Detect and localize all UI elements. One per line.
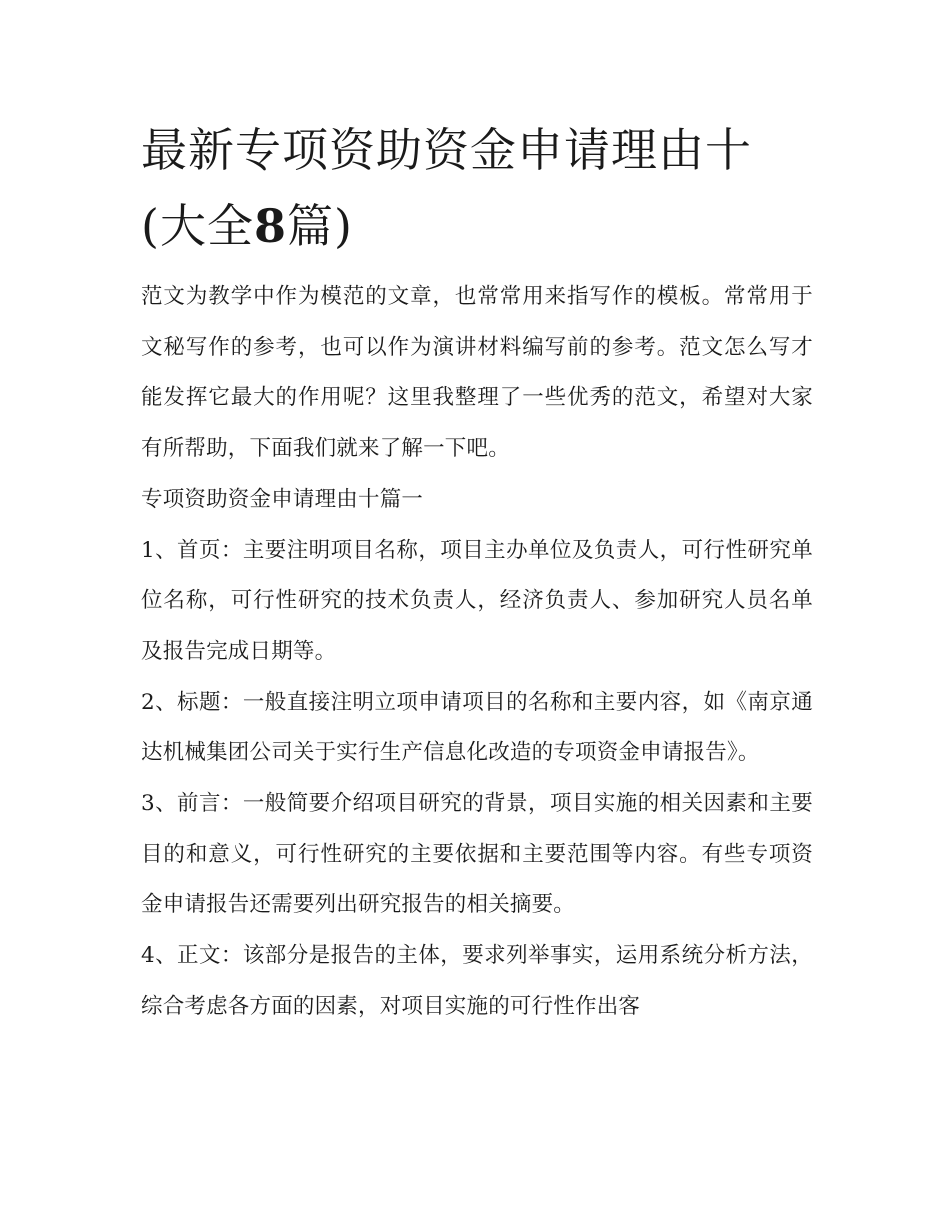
intro-paragraph: 范文为教学中作为模范的文章，也常常用来指写作的模板。常常用于文秘写作的参考，也可以作为演讲材料编写前的参考。范文怎么写才能发挥它最大的作用呢？这里我整理了一些优秀的范文，希望对大家有所帮助，下面我们就来了解一下吧。 xyxy=(141,284,813,462)
list-item-1: 1、首页：主要注明项目名称，项目主办单位及负责人，可行性研究单位名称，可行性研究的技术负责人，经济负责人、参加研究人员名单及报告完成日期等。 xyxy=(141,537,813,664)
section-heading: 专项资助资金申请理由十篇一 xyxy=(141,486,424,512)
list-item-2: 2、标题：一般直接注明立项申请项目的名称和主要内容，如《南京通达机械集团公司关于实行生产信息化改造的专项资金申请报告》。 xyxy=(141,689,813,766)
title-open: (大全 xyxy=(141,199,254,253)
document-page xyxy=(141,112,813,1033)
list-item-3: 3、前言：一般简要介绍项目研究的背景，项目实施的相关因素和主要目的和意义，可行性研究的主要依据和主要范围等内容。有些专项资金申请报告还需要列出研究报告的相关摘要。 xyxy=(141,791,813,918)
document-title xyxy=(141,112,813,264)
title-main: 最新专项资助资金申请理由十 xyxy=(141,123,752,177)
title-number: 8 xyxy=(253,199,287,253)
list-item-4: 4、正文：该部分是报告的主体，要求列举事实，运用系统分析方法，综合考虑各方面的因素，对项目实施的可行性作出客 xyxy=(141,943,813,1019)
title-close: 篇) xyxy=(286,199,353,253)
